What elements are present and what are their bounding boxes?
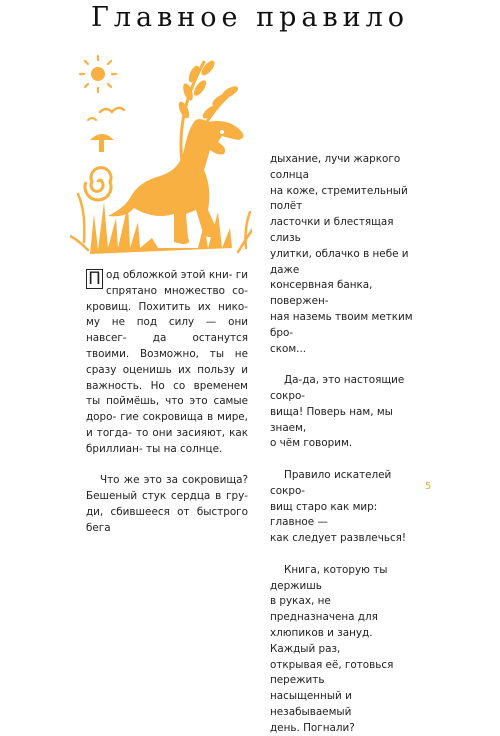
dinosaur-illustration [70, 52, 252, 254]
rule-paragraph: Правило искателей сокро- вищ старо как мир: главное — как следует развлечься! [270, 468, 407, 545]
agreement-paragraph: Да-да, это настоящие сокро- вища! Поверь нам, мы знаем, о чём говорим. [270, 374, 405, 450]
sun-icon [80, 56, 116, 92]
continuation-paragraph: дыхание, лучи жаркого солнца на коже, стремительный полёт ласточки и блестящая слизь улитки, облачко в небе и даже консервная банка, повержен- ная наземь твоим метким бро- ском... [270, 153, 413, 355]
question-paragraph: Что же это за сокровища? Бешеный стук сердца в гру- ди, сбившееся от быстрого бега [86, 474, 248, 534]
left-column [86, 268, 248, 537]
drop-cap: П [86, 269, 103, 289]
intro-paragraph: П од обложкой этой кни- ги спрятано множество со- кровищ. Похитить их нико- му не под силу — они навсег- да останутся твоими. Возможно, ты не сразу оценишь их пользу и важность. Но со временем ты поймёшь, что это самые доро- гие сокровища в мире, и тогда- то они засияют, как бриллиан- ты на солнце. [86, 269, 248, 455]
page-title: Главное правило [90, 2, 410, 33]
snail-icon [85, 168, 111, 200]
bird-icon [88, 118, 96, 120]
page-number: 5 [425, 481, 432, 492]
book-paragraph: Книга, которую ты держишь в руках, не предназначена для хлюпиков и зануд. Каждый раз, открывая её, готовься пережить насыщенный и незабываемый день. Погнали? [270, 563, 394, 734]
bird-icon [100, 108, 124, 112]
right-column [270, 152, 418, 736]
mushroom-icon [90, 134, 114, 140]
